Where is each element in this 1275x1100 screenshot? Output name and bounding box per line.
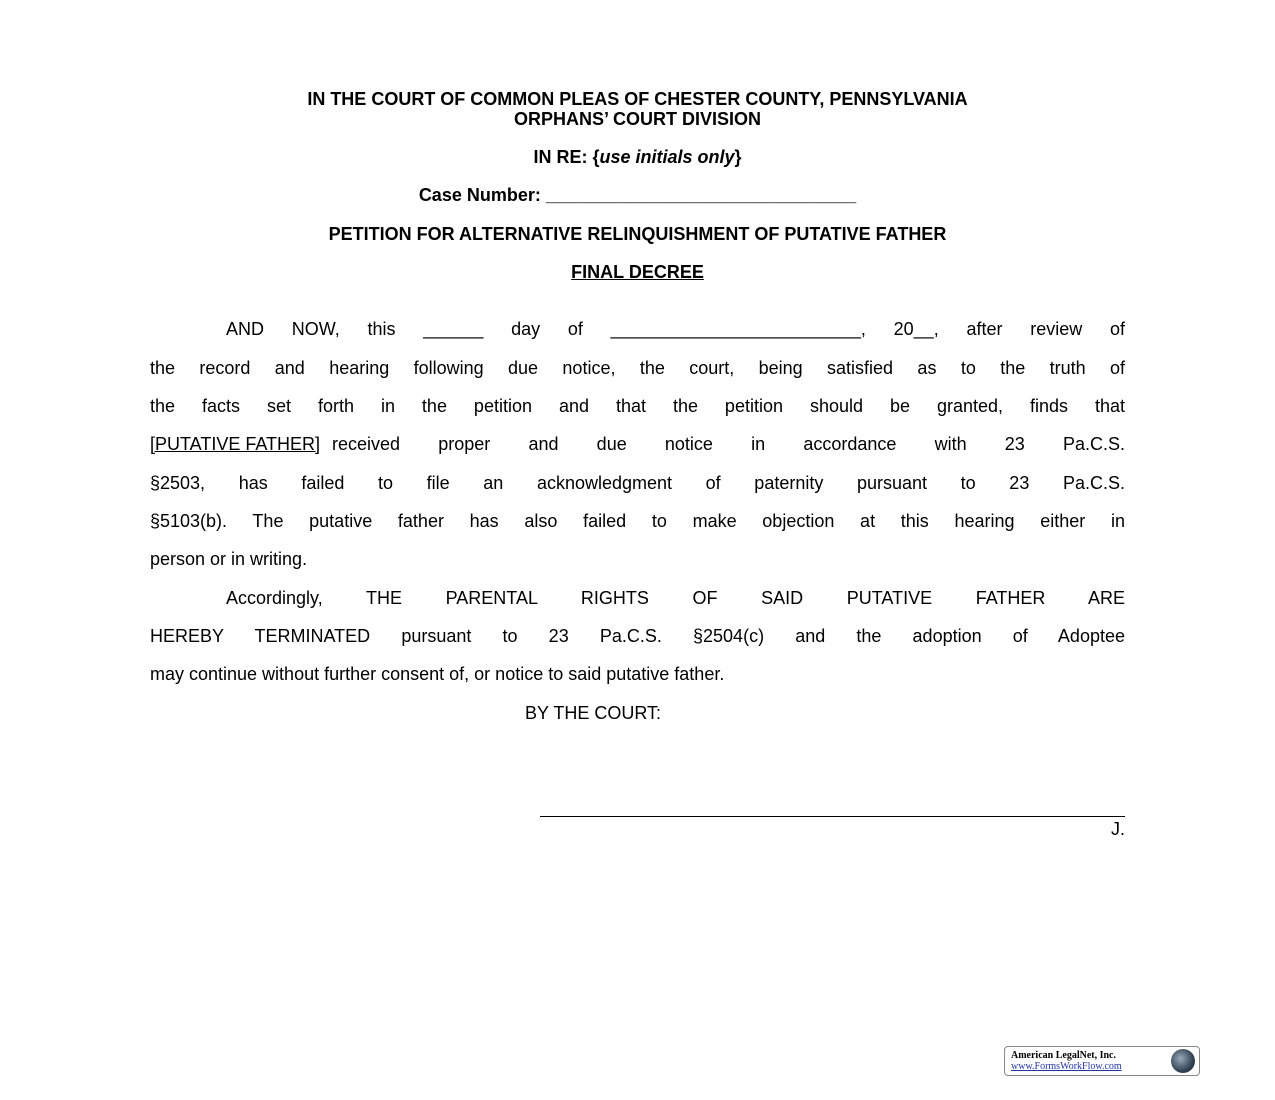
globe-icon [1171,1049,1195,1073]
in-re-close: } [734,147,742,167]
decree-title: FINAL DECREE [571,262,704,282]
body-line [150,434,1125,454]
in-re-line [0,147,1275,167]
by-the-court: BY THE COURT: [525,703,662,723]
putative-father-placeholder: [PUTATIVE FATHER] [150,434,321,454]
judge-suffix: J. [1110,819,1125,839]
body-line: Accordingly, THE PARENTAL RIGHTS OF SAID PUTATIVE FATHER ARE [226,588,1125,608]
body-line: AND NOW, this ______ day of _________________________, 20__, after review of [226,319,1125,339]
petition-title: PETITION FOR ALTERNATIVE RELINQUISHMENT OF PUTATIVE FATHER [328,224,947,244]
body-line-text: received proper and due notice in accordance with 23 Pa.C.S. [332,434,1125,454]
body-line: the facts set forth in the petition and that the petition should be granted, finds that [150,396,1125,416]
case-number: Case Number: _______________________________ [418,185,857,205]
body-line: the record and hearing following due notice, the court, being satisfied as to the truth of [150,358,1125,378]
logo-company: American LegalNet, Inc. [1011,1050,1116,1061]
court-heading: IN THE COURT OF COMMON PLEAS OF CHESTER COUNTY, PENNSYLVANIA [307,89,968,109]
signature-line [540,816,1125,817]
division-heading: ORPHANS’ COURT DIVISION [513,109,762,129]
body-line: may continue without further consent of, or notice to said putative father. [150,664,725,684]
body-line: §2503, has failed to file an acknowledgment of paternity pursuant to 23 Pa.C.S. [150,473,1125,493]
body-line: person or in writing. [150,549,308,569]
body-line: §5103(b). The putative father has also failed to make objection at this hearing either in [150,511,1125,531]
body-line: HEREBY TERMINATED pursuant to 23 Pa.C.S. §2504(c) and the adoption of Adoptee [150,626,1125,646]
logo-url-link[interactable]: www.FormsWorkFlow.com [1011,1061,1122,1072]
in-re-label: IN RE: { [533,147,600,167]
in-re-value: use initials only [599,147,735,167]
american-legalnet-logo[interactable] [1004,1046,1200,1076]
